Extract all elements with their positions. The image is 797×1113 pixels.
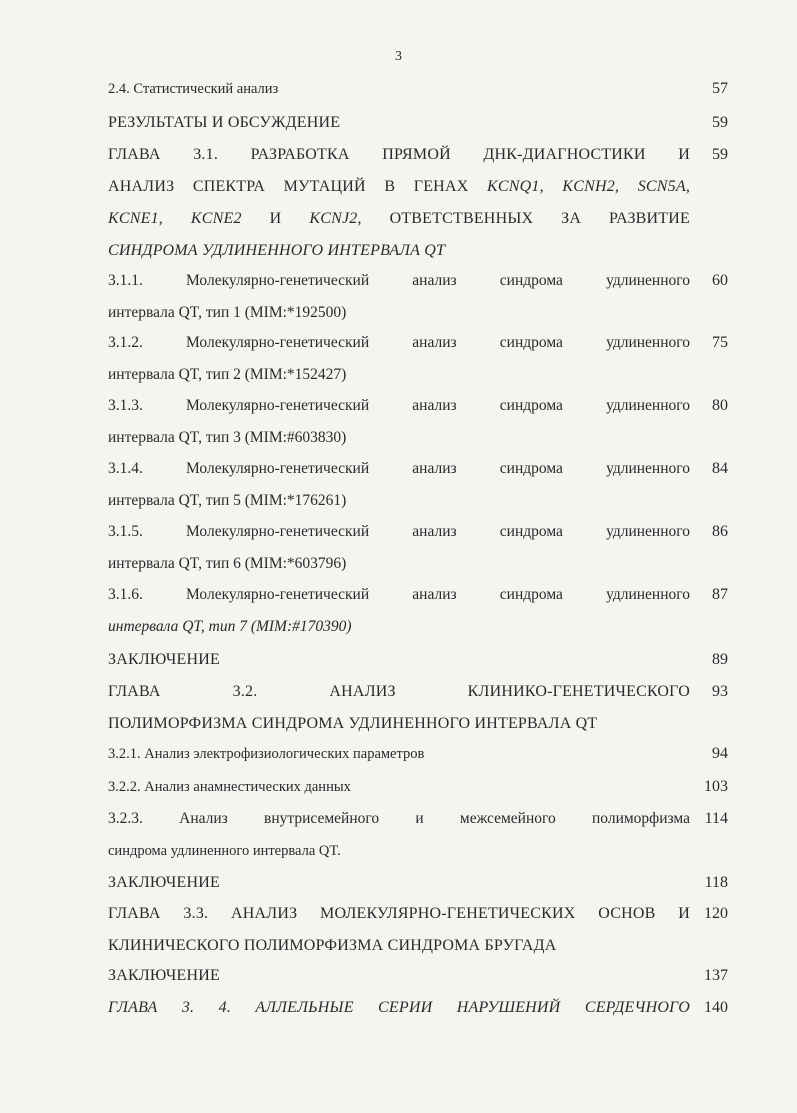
toc-entry-title-line-1: 3.1.2. Молекулярно-генетический анализ синдрома удлиненного	[108, 334, 690, 351]
toc-entry-title: 3.2.1. Анализ электрофизиологических параметров	[108, 746, 425, 762]
toc-entry-title-line-2: ПОЛИМОРФИЗМА СИНДРОМА УДЛИНЕННОГО ИНТЕРВАЛА QT	[108, 715, 598, 732]
gene-name: KCNE1	[108, 210, 159, 227]
toc-entry-page: 103	[704, 778, 728, 795]
gene-name: KCNJ2	[309, 210, 358, 227]
gene-name: SCN5A	[637, 178, 686, 195]
toc-entry-page: 84	[712, 460, 728, 477]
toc-entry-title-line-2	[108, 177, 690, 197]
toc-entry-title-line-1: ГЛАВА 3.3. АНАЛИЗ МОЛЕКУЛЯРНО-ГЕНЕТИЧЕСКИХ ОСНОВ И	[108, 905, 690, 922]
toc-entry-title-line-1: 3.1.6. Молекулярно-генетический анализ синдрома удлиненного	[108, 586, 690, 603]
toc-entry-title: 3.2.2. Анализ анамнестических данных	[108, 779, 351, 795]
toc-entry-page: 118	[704, 874, 728, 891]
toc-entry-page: 120	[704, 905, 728, 922]
toc-entry-title-line-1	[108, 998, 690, 1018]
toc-entry-title-line-4	[108, 241, 690, 261]
toc-entry-page: 140	[704, 999, 728, 1016]
toc-entry-title-line-2: интервала QT, тип 6 (MIM:*603796)	[108, 555, 347, 572]
toc-entry-title-line-2	[108, 617, 690, 637]
toc-entry-page: 114	[704, 810, 728, 827]
toc-entry-page: 60	[712, 272, 728, 289]
toc-entry-title-line-2: интервала QT, тип 1 (MIM:*192500)	[108, 304, 347, 321]
text-span: ,	[158, 210, 191, 227]
toc-entry-page: 94	[712, 745, 728, 762]
text-span: И	[241, 210, 310, 227]
toc-entry-title-line-1: ГЛАВА 3.2. АНАЛИЗ КЛИНИКО-ГЕНЕТИЧЕСКОГО	[108, 683, 690, 700]
toc-entry-title-line-1: 3.1.1. Молекулярно-генетический анализ синдрома удлиненного	[108, 272, 690, 289]
text-span: ,	[539, 178, 563, 195]
gene-name: KCNE2	[190, 210, 242, 227]
toc-entry-page: 80	[712, 397, 728, 414]
toc-entry-title-line-1: 3.1.5. Молекулярно-генетический анализ синдрома удлиненного	[108, 523, 690, 540]
toc-entry-title: ЗАКЛЮЧЕНИЕ	[108, 967, 220, 984]
toc-entry-title: ЗАКЛЮЧЕНИЕ	[108, 651, 220, 668]
toc-entry-title: РЕЗУЛЬТАТЫ И ОБСУЖДЕНИЕ	[108, 114, 341, 131]
toc-entry-title-line-2: интервала QT, тип 3 (MIM:#603830)	[108, 429, 347, 446]
italic-text: ГЛАВА 3. 4. АЛЛЕЛЬНЫЕ СЕРИИ НАРУШЕНИЙ СЕРДЕЧНОГО	[108, 999, 690, 1016]
gene-name: KCNH2	[562, 178, 615, 195]
toc-entry-page: 93	[712, 683, 728, 700]
toc-entry-title-line-1: 3.1.3. Молекулярно-генетический анализ синдрома удлиненного	[108, 397, 690, 414]
toc-entry-title-line-2: синдрома удлиненного интервала QT.	[108, 843, 341, 859]
gene-name: KCNQ1	[487, 178, 540, 195]
text-span: , ОТВЕТСТВЕННЫХ ЗА РАЗВИТИЕ	[357, 210, 690, 227]
text-span: ,	[614, 178, 638, 195]
toc-entry-page: 75	[712, 334, 728, 351]
toc-entry-page: 87	[712, 586, 728, 603]
toc-entry-page: 137	[704, 967, 728, 984]
toc-entry-title-line-3	[108, 209, 690, 229]
toc-entry-page: 86	[712, 523, 728, 540]
toc-entry-page: 59	[712, 146, 728, 163]
toc-entry-title-line-2: интервала QT, тип 5 (MIM:*176261)	[108, 492, 347, 509]
toc-entry-title-line-1: ГЛАВА 3.1. РАЗРАБОТКА ПРЯМОЙ ДНК-ДИАГНОСТИКИ И	[108, 146, 690, 163]
toc-entry-title-line-1: 3.1.4. Молекулярно-генетический анализ синдрома удлиненного	[108, 460, 690, 477]
toc-entry-page: 59	[712, 114, 728, 131]
page-number: 3	[395, 49, 402, 64]
toc-entry-page: 89	[712, 651, 728, 668]
toc-entry-title-line-2: интервала QT, тип 2 (MIM:*152427)	[108, 366, 347, 383]
text-span: АНАЛИЗ СПЕКТРА МУТАЦИЙ В ГЕНАХ	[108, 178, 487, 195]
italic-text: интервала QT, тип 7 (MIM:#170390)	[108, 618, 352, 635]
toc-entry-title: 2.4. Статистический анализ	[108, 81, 279, 97]
toc-entry-title-line-2: КЛИНИЧЕСКОГО ПОЛИМОРФИЗМА СИНДРОМА БРУГАДА	[108, 937, 557, 954]
italic-text: СИНДРОМА УДЛИНЕННОГО ИНТЕРВАЛА QT	[108, 242, 446, 259]
toc-entry-page: 57	[712, 80, 728, 97]
text-span: ,	[685, 178, 691, 195]
toc-entry-title-line-1: 3.2.3. Анализ внутрисемейного и межсемейного полиморфизма	[108, 810, 690, 827]
toc-entry-title: ЗАКЛЮЧЕНИЕ	[108, 874, 220, 891]
